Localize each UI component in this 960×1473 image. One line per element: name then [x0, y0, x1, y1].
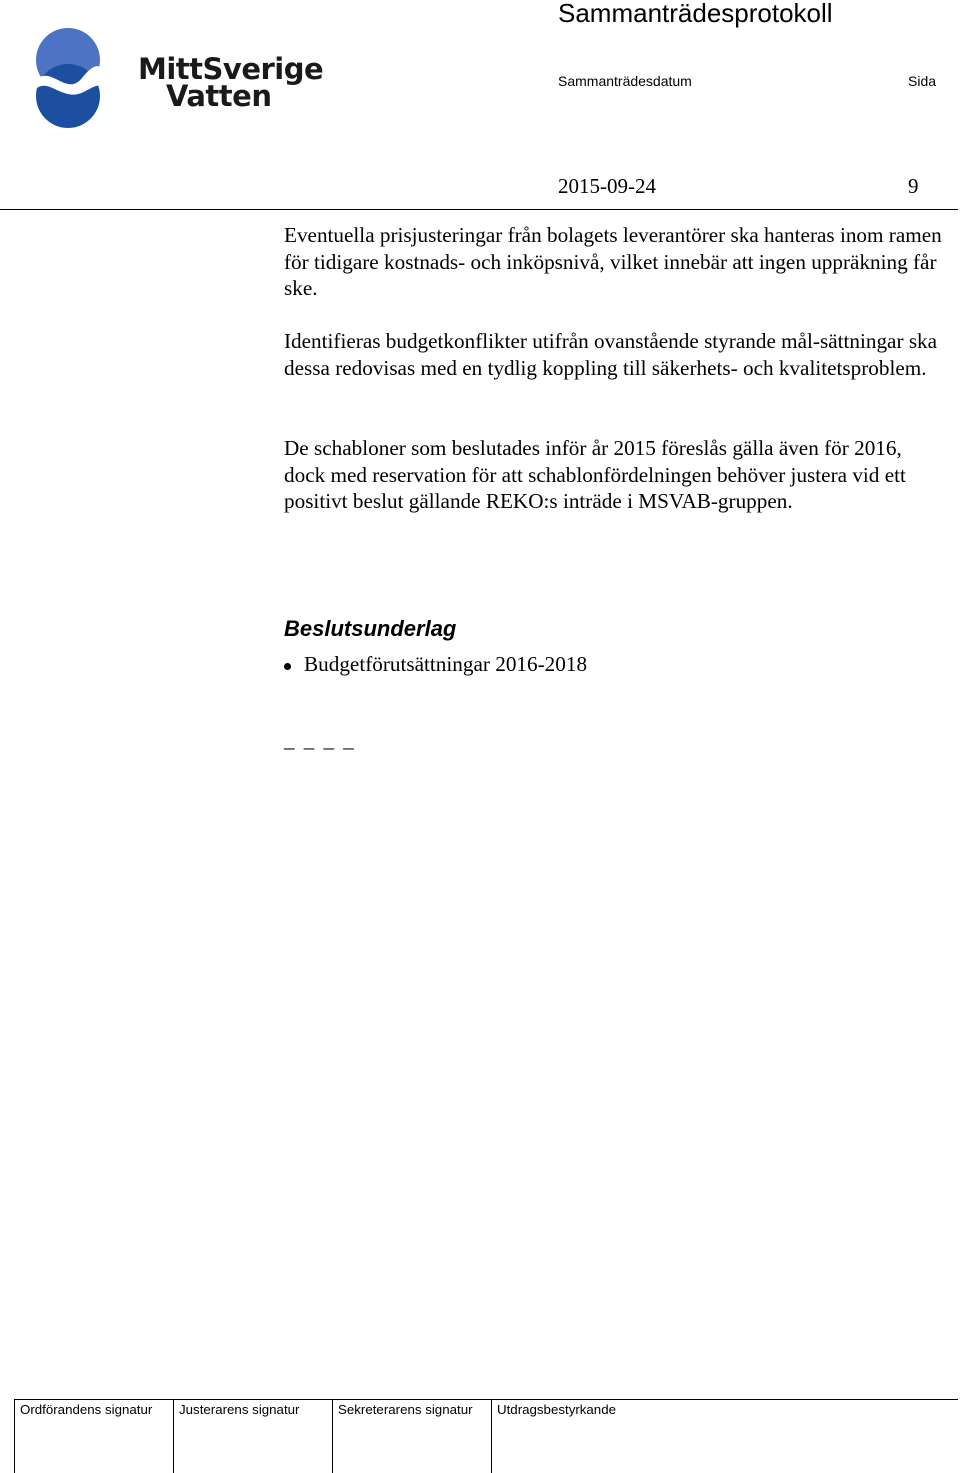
adjuster-signature-box [173, 1400, 332, 1473]
secretary-signature-label: Sekreterarens signatur [338, 1402, 473, 1417]
paragraph-2: Identifieras budgetkonflikter utifrån ovanstående styrande mål-sättningar ska dessa redovisas med en tydlig koppling till säkerhets- och kvalitetsproblem. [284, 329, 938, 380]
logo-text-line1: MittSverige [138, 52, 324, 86]
adjuster-signature-label: Justerarens signatur [179, 1402, 300, 1417]
logo-text-line2: Vatten [166, 79, 272, 113]
chairman-signature-box [14, 1400, 173, 1473]
meeting-date: 2015-09-24 [558, 174, 656, 198]
header-divider [0, 209, 958, 210]
paragraph-1: Eventuella prisjusteringar från bolagets leverantörer ska hanteras inom ramen för tidigare kostnads- och inköpsnivå, vilket innebär att ingen uppräkning får ske. [284, 223, 942, 301]
chairman-signature-label: Ordförandens signatur [20, 1402, 153, 1417]
page-number: 9 [908, 174, 919, 198]
meeting-date-label: Sammanträdesdatum [558, 73, 692, 89]
secretary-signature-box [332, 1400, 491, 1473]
extract-certification-label: Utdragsbestyrkande [497, 1402, 616, 1417]
mittsverige-vatten-logo [32, 24, 324, 134]
water-drop-logo-icon [32, 24, 104, 134]
list-item-text: Budgetförutsättningar 2016-2018 [304, 652, 588, 676]
paragraph-3: De schabloner som beslutades inför år 2015 föreslås gälla även för 2016, dock med reservation för att schablonfördelningen behöver justera vid ett positivt beslut gällande REKO:s inträde i MSVAB-gruppen. [284, 436, 906, 514]
list-item [284, 652, 587, 677]
bullet-icon [284, 663, 291, 670]
extract-certification-box [491, 1400, 691, 1473]
decision-basis-list [284, 652, 587, 677]
page-label: Sida [908, 73, 937, 89]
section-heading-beslutsunderlag: Beslutsunderlag [284, 616, 457, 641]
end-marker: _ _ _ _ [284, 728, 356, 752]
document-title: Sammanträdesprotokoll [558, 0, 833, 28]
signature-table [14, 1399, 958, 1472]
